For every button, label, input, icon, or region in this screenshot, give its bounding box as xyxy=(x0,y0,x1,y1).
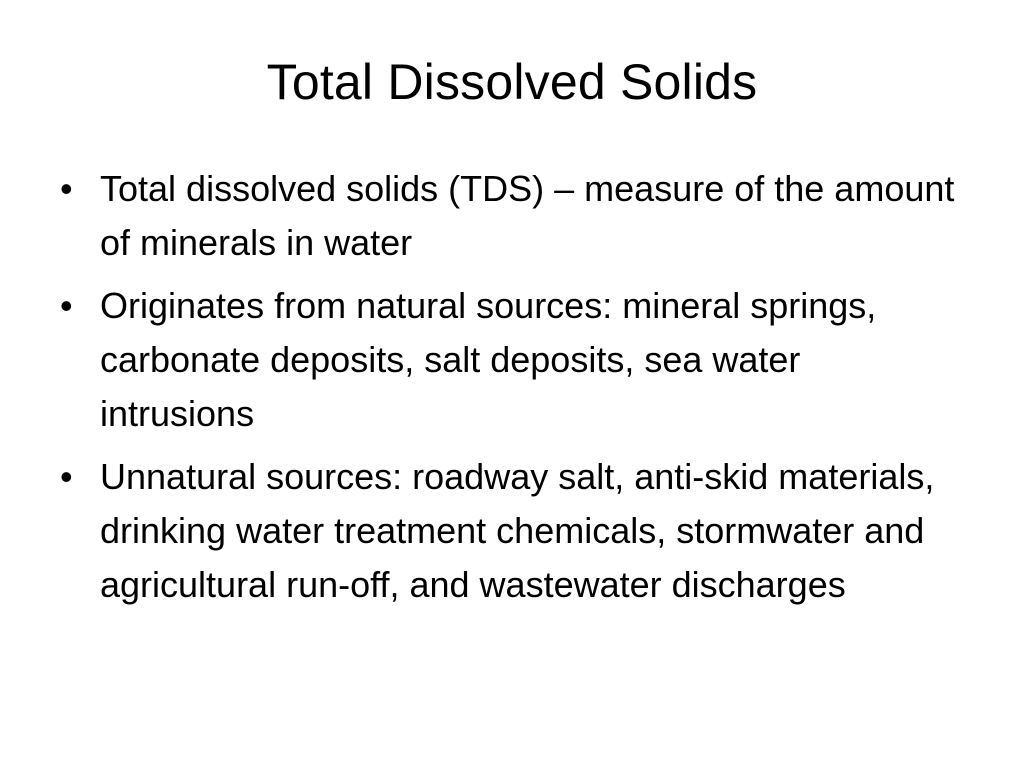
bullet-text: Originates from natural sources: mineral springs, carbonate deposits, salt deposits, sea water intrusions xyxy=(100,285,877,434)
bullet-item xyxy=(60,450,960,612)
bullet-icon: • xyxy=(60,456,73,497)
slide-title: Total Dissolved Solids xyxy=(266,54,758,110)
bullet-item xyxy=(60,162,960,270)
bullet-text: Unnatural sources: roadway salt, anti-skid materials, drinking water treatment chemicals, stormwater and agricultural run-off, and wastewater discharges xyxy=(100,456,935,605)
bullet-icon: • xyxy=(60,168,73,209)
bullet-icon: • xyxy=(60,285,73,326)
bullet-list xyxy=(60,162,960,621)
bullet-item xyxy=(60,279,960,441)
bullet-text: Total dissolved solids (TDS) – measure of the amount of minerals in water xyxy=(100,168,955,263)
